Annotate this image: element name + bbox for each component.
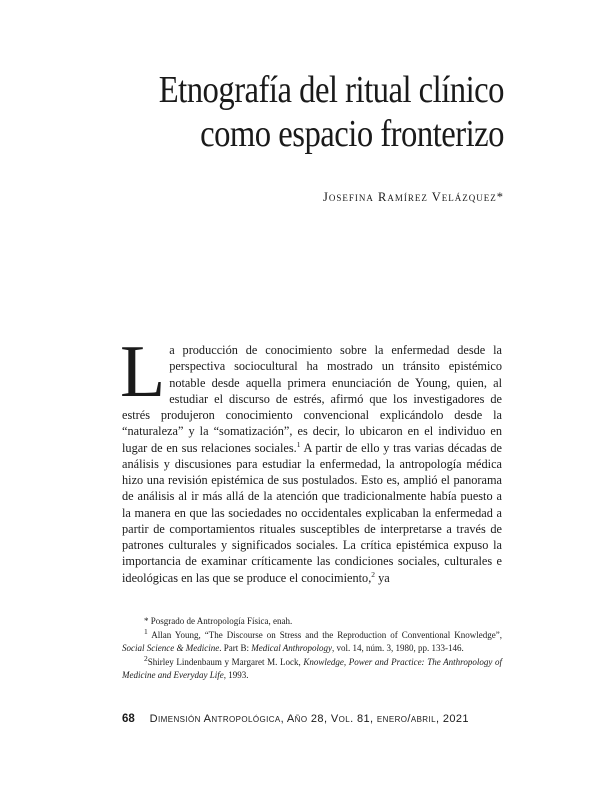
body-segment-2: A partir de ello y tras varias décadas de análisis y discusiones para estudiar la enfermedad, la antropología médica hizo una revisión epistémica de sus postulados. Esto es, amplió el panorama de análisis al ir más allá de la atención que tradicionalmente había puesto a la manera en que las sociedades no occidentales explicaban la enfermedad a partir de comportamientos rituales susceptibles de interpretarse a través de patrones culturales y significados sociales. La crítica epistémica expuso la importancia de examinar críticamente las condiciones sociales, culturales e ideológicas en las que se produce el conocimiento, (122, 440, 502, 585)
title-line-1: Etnografía del ritual clínico (158, 69, 504, 111)
article-title (108, 68, 504, 156)
footnote-1-section: Medical Anthropology (251, 643, 332, 653)
footnote-2 (122, 656, 502, 682)
footnote-affiliation: * Posgrado de Antropología Física, enah. (144, 616, 293, 626)
footnote-1-mark: 1 (144, 627, 148, 636)
running-head: Dimensión Antropológica, Año 28, Vol. 81, enero/abril, 2021 (149, 713, 469, 725)
footnote-2-text-a: Shirley Lindenbaum y Margaret M. Lock, (147, 657, 304, 667)
body-segment-1: a producción de conocimiento sobre la enfermedad desde la perspectiva sociocultural ha mostrado un tránsito epistémico notable desde aquella primera enunciación de Young, quien, al estudiar el discurso de estrés, afirmó que los investigadores de estrés produjeron conocimiento convencional explicándolo desde la “naturaleza” y la “somatización”, es decir, lo ubicaron en el individuo en lugar de en sus relaciones sociales. (122, 343, 502, 455)
drop-cap: L (120, 331, 166, 413)
body-segment-3: ya (375, 570, 390, 585)
footnote-2-mark: 2 (144, 654, 148, 663)
footnote-2-book-title: Knowledge, Power and Practice: The Anthropology of Medicine and Everyday Life (122, 657, 502, 680)
body-paragraph (120, 331, 502, 586)
footnote-2-text-b: , 1993. (223, 670, 249, 680)
footnote-1-text-c: , vol. 14, núm. 3, 1980, pp. 133-146. (331, 643, 464, 653)
footnote-1 (122, 629, 502, 655)
footnote-1-text-b: . Part B: (219, 643, 252, 653)
title-line-2: como espacio fronterizo (200, 113, 505, 155)
footnote-ref-1[interactable]: 1 (296, 439, 301, 449)
author-name: Josefina Ramírez Velázquez* (323, 190, 504, 204)
page-number: 68 (122, 713, 135, 725)
footnote-1-text-a: Allan Young, “The Discourse on Stress and the Reproduction of Conventional Knowledge”, (147, 630, 502, 640)
page-footer (122, 713, 502, 725)
footnote-ref-2[interactable]: 2 (371, 569, 376, 579)
footnote-1-journal: Social Science & Medicine (122, 643, 220, 653)
footnotes (122, 615, 502, 683)
